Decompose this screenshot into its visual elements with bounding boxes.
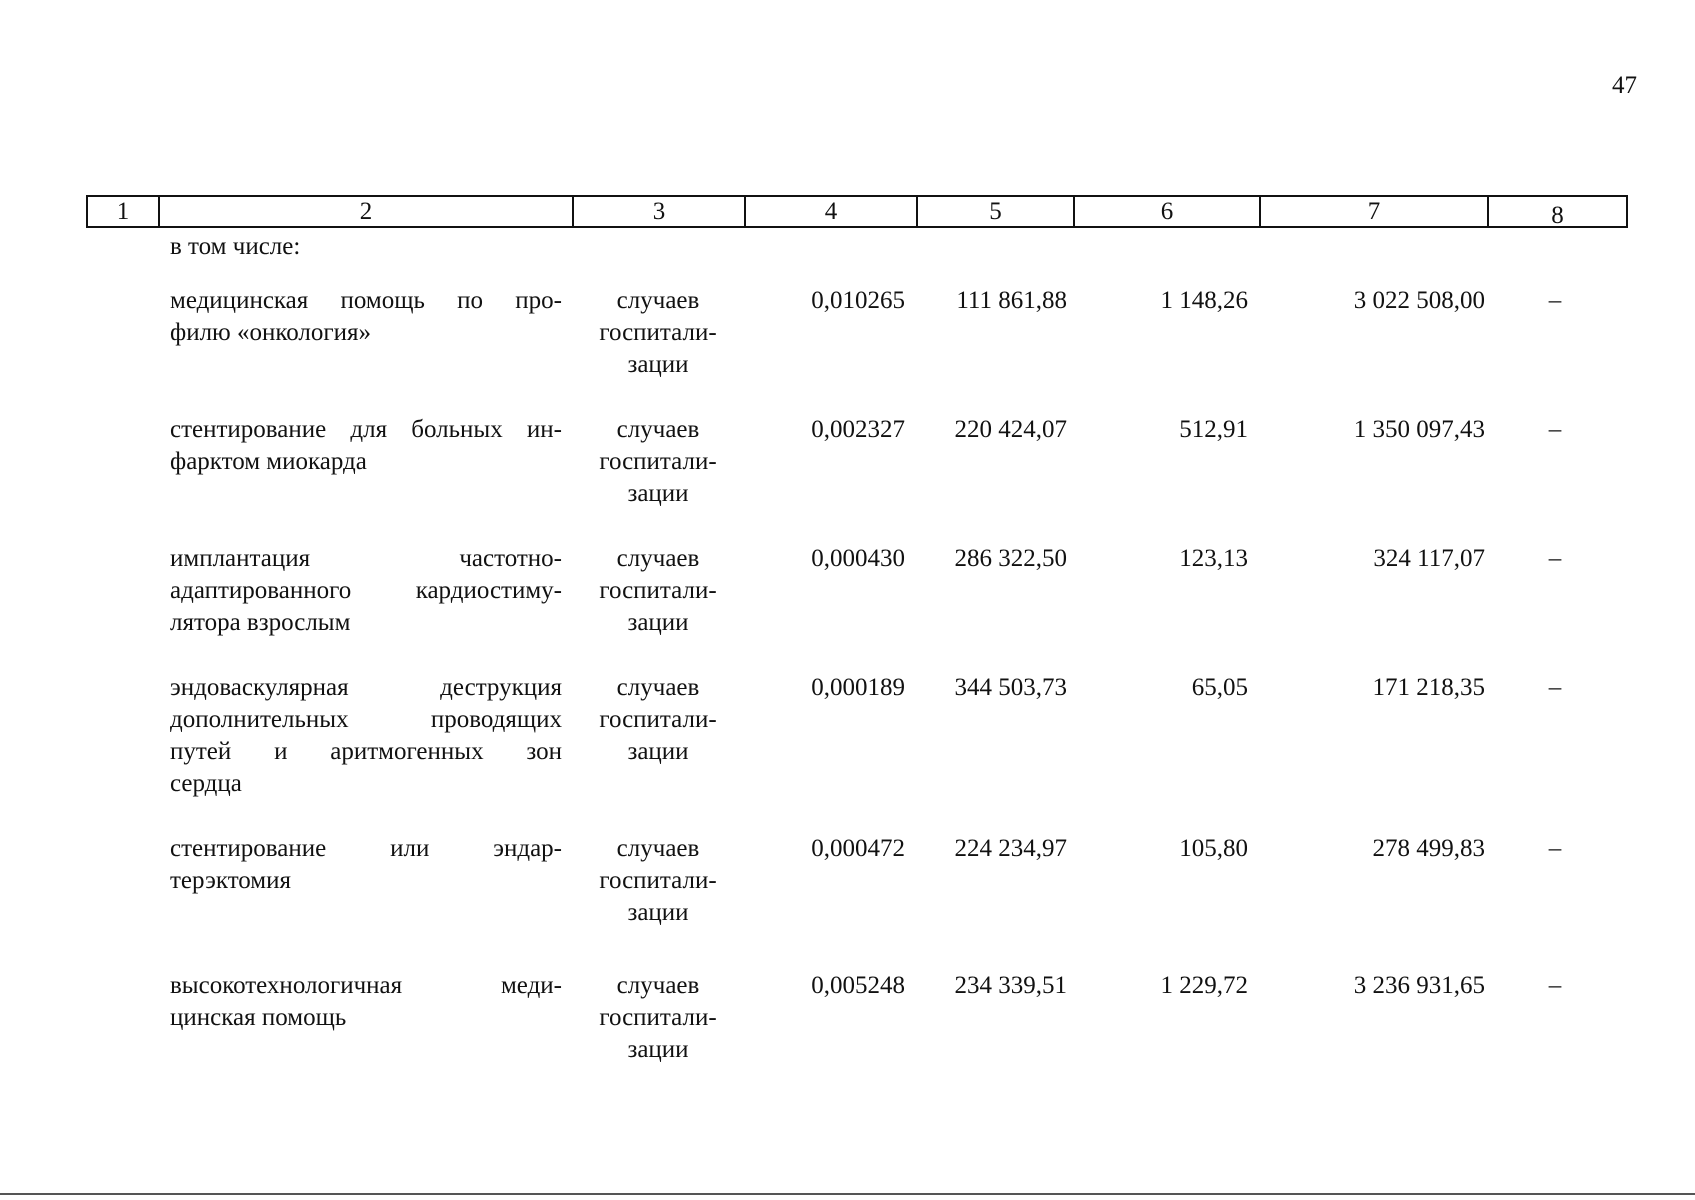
row-value-v5: 111 861,88 [956, 287, 1067, 314]
header-cell-2: 2 [160, 197, 574, 226]
row-unit-line: зации [627, 351, 689, 378]
row-value-v7: 3 022 508,00 [1353, 287, 1485, 314]
row-unit-line: госпитали- [599, 706, 717, 733]
row-unit-line: случаев [616, 835, 700, 862]
row-name-line: терэктомия [170, 867, 292, 894]
header-cell-7: 7 [1261, 197, 1489, 226]
row-value-v7: 324 117,07 [1373, 545, 1485, 572]
row-unit-line: случаев [616, 545, 700, 572]
row-value-v5: 286 322,50 [954, 545, 1067, 572]
row-name [170, 672, 562, 800]
header-cell-3: 3 [574, 197, 746, 226]
row-value-v7: 171 218,35 [1372, 674, 1485, 701]
row-value-v8: – [1548, 972, 1562, 999]
row-value-v4: 0,000430 [811, 545, 905, 572]
header-cell-8: 8 [1551, 202, 1564, 229]
row-value-v4: 0,002327 [811, 416, 905, 443]
row-value-v7: 278 499,83 [1372, 835, 1485, 862]
row-unit-line: случаев [616, 416, 700, 443]
row-name [170, 833, 562, 897]
row-unit [582, 543, 734, 639]
header-cell-5: 5 [918, 197, 1075, 226]
row-value-v5: 224 234,97 [954, 835, 1067, 862]
row-name-line: стентирование или эндар- [170, 835, 562, 862]
row-name-line: стентирование для больных ин- [170, 416, 562, 443]
row-name-line: имплантация частотно- [170, 545, 562, 572]
row-name-line: сердца [170, 770, 242, 797]
row-name-line: медицинская помощь по про- [170, 287, 562, 314]
row-unit-line: госпитали- [599, 1004, 717, 1031]
row-value-v8: – [1548, 835, 1562, 862]
row-name-line: адаптированного кардиостиму- [170, 577, 562, 604]
row-name-line: эндоваскулярная деструкция [170, 674, 562, 701]
row-name-line: филю «онкология» [170, 319, 372, 346]
header-cell-6: 6 [1075, 197, 1261, 226]
row-unit-line: случаев [616, 287, 700, 314]
row-value-v6: 512,91 [1179, 416, 1248, 443]
table-header-row [86, 195, 1628, 228]
row-unit-line: госпитали- [599, 319, 717, 346]
row-name [170, 285, 562, 349]
row-unit [582, 833, 734, 929]
row-name [170, 543, 562, 639]
row-value-v6: 65,05 [1191, 674, 1248, 701]
header-cell-4: 4 [746, 197, 918, 226]
row-name-line: дополнительных проводящих [170, 706, 562, 733]
row-value-v4: 0,005248 [811, 972, 905, 999]
page-number: 47 [1612, 72, 1637, 99]
subhead-including: в том числе: [170, 233, 301, 260]
row-value-v5: 234 339,51 [954, 972, 1067, 999]
row-value-v8: – [1548, 416, 1562, 443]
row-value-v4: 0,000472 [811, 835, 905, 862]
row-value-v7: 1 350 097,43 [1353, 416, 1485, 443]
row-unit-line: зации [627, 1036, 689, 1063]
bottom-rule [0, 1193, 1695, 1195]
row-value-v6: 105,80 [1179, 835, 1248, 862]
row-value-v7: 3 236 931,65 [1353, 972, 1485, 999]
row-unit [582, 285, 734, 381]
row-unit [582, 414, 734, 510]
row-name [170, 970, 562, 1034]
row-unit-line: госпитали- [599, 448, 717, 475]
row-value-v4: 0,000189 [811, 674, 905, 701]
row-value-v8: – [1548, 674, 1562, 701]
header-cell-1: 1 [88, 197, 160, 226]
row-unit-line: зации [627, 609, 689, 636]
row-value-v6: 123,13 [1179, 545, 1248, 572]
row-unit-line: госпитали- [599, 867, 717, 894]
row-value-v8: – [1548, 545, 1562, 572]
row-unit-line: госпитали- [599, 577, 717, 604]
row-name-line: цинская помощь [170, 1004, 347, 1031]
row-unit-line: зации [627, 899, 689, 926]
row-value-v8: – [1548, 287, 1562, 314]
row-value-v5: 220 424,07 [954, 416, 1067, 443]
row-value-v6: 1 148,26 [1160, 287, 1248, 314]
row-name [170, 414, 562, 478]
row-unit-line: зации [627, 480, 689, 507]
row-value-v4: 0,010265 [811, 287, 905, 314]
row-name-line: фарктом миокарда [170, 448, 367, 475]
row-name-line: путей и аритмогенных зон [170, 738, 562, 765]
row-value-v5: 344 503,73 [954, 674, 1067, 701]
row-unit-line: случаев [616, 972, 700, 999]
row-unit [582, 672, 734, 768]
row-value-v6: 1 229,72 [1160, 972, 1248, 999]
row-name-line: высокотехнологичная меди- [170, 972, 562, 999]
row-unit-line: зации [627, 738, 689, 765]
row-unit-line: случаев [616, 674, 700, 701]
row-unit [582, 970, 734, 1066]
row-name-line: лятора взрослым [170, 609, 351, 636]
